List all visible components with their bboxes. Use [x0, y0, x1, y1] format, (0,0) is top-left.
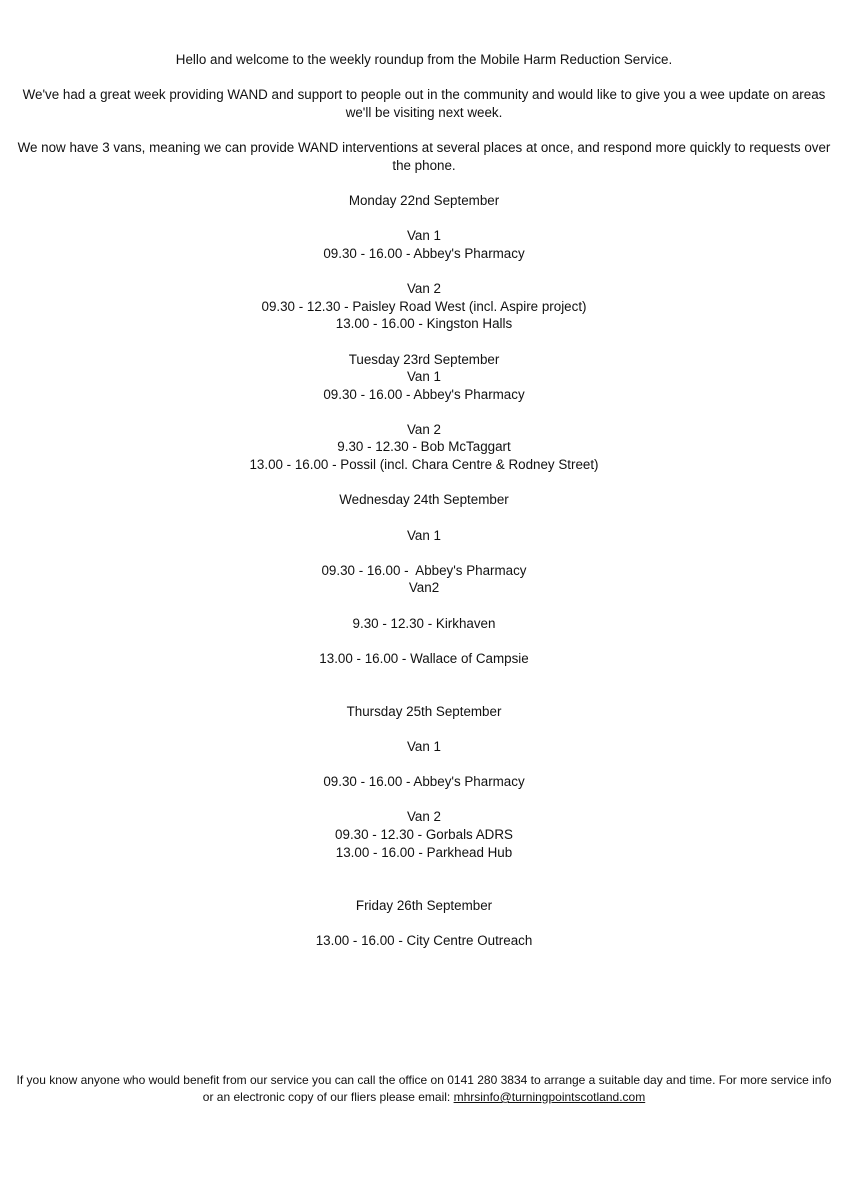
- wednesday-van1-slot1: 09.30 - 16.00 - Abbey's Pharmacy: [321, 563, 527, 578]
- tuesday-van1-label: Van 1: [407, 369, 441, 384]
- wednesday-van1-label: Van 1: [407, 528, 441, 543]
- tuesday-van2-slot2: 13.00 - 16.00 - Possil (incl. Chara Centre & Rodney Street): [249, 457, 599, 472]
- day-heading-tuesday: Tuesday 23rd September: [348, 352, 500, 367]
- thursday-van1-label: Van 1: [407, 739, 441, 754]
- monday-van2-label: Van 2: [407, 281, 441, 296]
- intro-vans: We now have 3 vans, meaning we can provide WAND interventions at several places at once, and respond more quickly to requests over the phone.: [17, 140, 831, 173]
- friday-slot1: 13.00 - 16.00 - City Centre Outreach: [315, 933, 533, 948]
- footer-text: If you know anyone who would benefit from our service you can call the office on 0141 280 3834 to arrange a suitable day and time. For more service info or an electronic copy of our fliers please email:: [16, 1073, 832, 1104]
- thursday-van1-slot1: 09.30 - 16.00 - Abbey's Pharmacy: [323, 774, 525, 789]
- day-heading-monday: Monday 22nd September: [348, 193, 500, 208]
- monday-van2-slot1: 09.30 - 12.30 - Paisley Road West (incl. Aspire project): [261, 299, 587, 314]
- monday-van1-slot1: 09.30 - 16.00 - Abbey's Pharmacy: [323, 246, 525, 261]
- thursday-van2-slot1: 09.30 - 12.30 - Gorbals ADRS: [335, 827, 513, 842]
- wednesday-van2-label: Van2: [408, 580, 440, 595]
- email-link[interactable]: mhrsinfo@turningpointscotland.com: [453, 1090, 646, 1104]
- monday-van1-label: Van 1: [407, 228, 441, 243]
- monday-van2-slot2: 13.00 - 16.00 - Kingston Halls: [335, 316, 513, 331]
- intro-great-week: We've had a great week providing WAND and support to people out in the community and would like to give you a wee update on areas we'll be visiting next week.: [22, 87, 826, 120]
- tuesday-van2-label: Van 2: [407, 422, 441, 437]
- thursday-van2-slot2: 13.00 - 16.00 - Parkhead Hub: [335, 845, 513, 860]
- day-heading-friday: Friday 26th September: [355, 898, 493, 913]
- footer-contact: [14, 1072, 834, 1106]
- wednesday-van2-slot2: 13.00 - 16.00 - Wallace of Campsie: [319, 651, 529, 666]
- day-heading-wednesday: Wednesday 24th September: [339, 492, 509, 507]
- day-heading-thursday: Thursday 25th September: [346, 704, 502, 719]
- tuesday-van2-slot1: 9.30 - 12.30 - Bob McTaggart: [337, 439, 511, 454]
- wednesday-van2-slot1: 9.30 - 12.30 - Kirkhaven: [352, 616, 496, 631]
- tuesday-van1-slot1: 09.30 - 16.00 - Abbey's Pharmacy: [323, 387, 525, 402]
- thursday-van2-label: Van 2: [407, 809, 441, 824]
- intro-welcome: Hello and welcome to the weekly roundup from the Mobile Harm Reduction Service.: [175, 52, 673, 67]
